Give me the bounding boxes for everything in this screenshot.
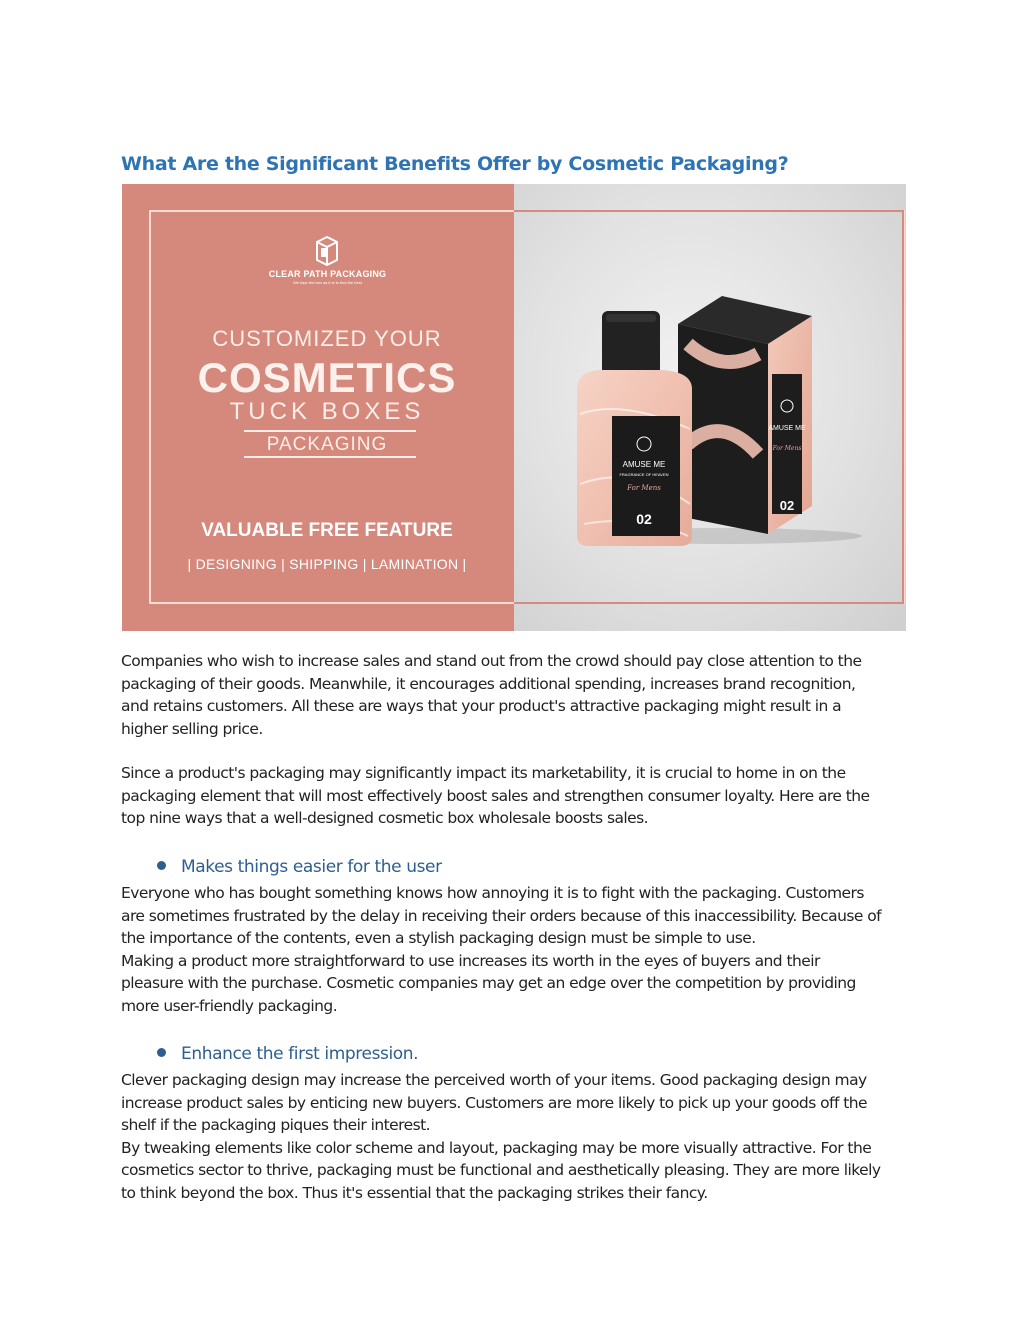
section-heading-first-impression xyxy=(157,1044,418,1064)
bottle-number-text: 02 xyxy=(636,511,652,527)
feature-items: | DESIGNING | SHIPPING | LAMINATION | xyxy=(187,556,467,572)
bullet-dot-icon xyxy=(157,1048,166,1057)
section-line: more user-friendly packaging. xyxy=(121,996,338,1015)
bottle-script-text: For Mens xyxy=(627,484,661,492)
box-number-text: 02 xyxy=(779,498,795,513)
intro2-line: top nine ways that a well-designed cosmetic box wholesale boosts sales. xyxy=(121,809,649,828)
intro2-line: packaging element that will most effectively boost sales and strengthen consumer loyalty. Here are the xyxy=(121,786,870,805)
intro2-line: Since a product's packaging may significantly impact its marketability, it is crucial to home in on the xyxy=(121,764,846,782)
section-line: are sometimes frustrated by the delay in receiving their orders because of this inaccessibility. Because of xyxy=(121,906,882,925)
intro-paragraph xyxy=(121,650,911,740)
section-line: Making a product more straightforward to use increases its worth in the eyes of buyers and their xyxy=(121,951,820,970)
section-line: shelf if the packaging piques their interest. xyxy=(121,1116,431,1135)
box-brand-text: AMUSE ME xyxy=(768,425,806,432)
headline-packaging: PACKAGING xyxy=(266,434,388,455)
section-heading-text: Enhance the first impression. xyxy=(181,1044,419,1064)
section-line: Clever packaging design may increase the perceived worth of your items. Good packaging design may xyxy=(121,1071,867,1089)
section-line: to think beyond the box. Thus it's essential that the packaging strikes their fancy. xyxy=(121,1183,708,1202)
section-heading-text: Makes things easier for the user xyxy=(181,857,442,877)
headline-tuck-boxes: TUCK BOXES xyxy=(229,398,425,425)
bottle-sub-text: FRAGRANCE OF HEAVEN xyxy=(619,472,669,477)
box-script-text: For Mens xyxy=(772,445,802,452)
section-line: increase product sales by enticing new buyers. Customers are more likely to pick up your goods off the xyxy=(121,1093,868,1112)
section-line: Everyone who has bought something knows how annoying it is to fight with the packaging. Customers xyxy=(121,884,864,902)
page-title: What Are the Significant Benefits Offer by Cosmetic Packaging? xyxy=(121,153,789,175)
section-body-ease-of-use xyxy=(121,882,911,1018)
section-line: By tweaking elements like color scheme and layout, packaging may be more visually attractive. For the xyxy=(121,1138,872,1157)
cosmetic-product-illustration xyxy=(122,184,906,631)
intro-line: packaging of their goods. Meanwhile, it encourages additional spending, increases brand recognition, xyxy=(121,674,856,693)
logo-tagline: We face the box as it is to find the best xyxy=(293,280,362,285)
section-line: cosmetics sector to thrive, packaging must be functional and aesthetically pleasing. They are more likely xyxy=(121,1161,881,1180)
section-line: the importance of the contents, even a stylish packaging design must be simple to use. xyxy=(121,929,756,948)
bullet-dot-icon xyxy=(157,861,166,870)
hero-banner-image xyxy=(122,184,906,631)
section-heading-ease-of-use xyxy=(157,857,442,877)
headline-cosmetics: COSMETICS xyxy=(197,354,457,401)
intro-line: Companies who wish to increase sales and stand out from the crowd should pay close attention to the xyxy=(121,652,862,670)
intro-paragraph-2 xyxy=(121,762,911,830)
intro-line: and retains customers. All these are ways that your product's attractive packaging might result in a xyxy=(121,697,842,716)
headline-customized: CUSTOMIZED YOUR xyxy=(212,326,442,351)
intro-line: higher selling price. xyxy=(121,719,263,738)
section-body-first-impression xyxy=(121,1069,911,1205)
logo-name: CLEAR PATH PACKAGING xyxy=(268,269,387,279)
bottle-brand-text: AMUSE ME xyxy=(622,460,666,469)
section-line: pleasure with the purchase. Cosmetic companies may get an edge over the competition by providing xyxy=(121,974,856,993)
feature-heading: VALUABLE FREE FEATURE xyxy=(201,520,453,541)
